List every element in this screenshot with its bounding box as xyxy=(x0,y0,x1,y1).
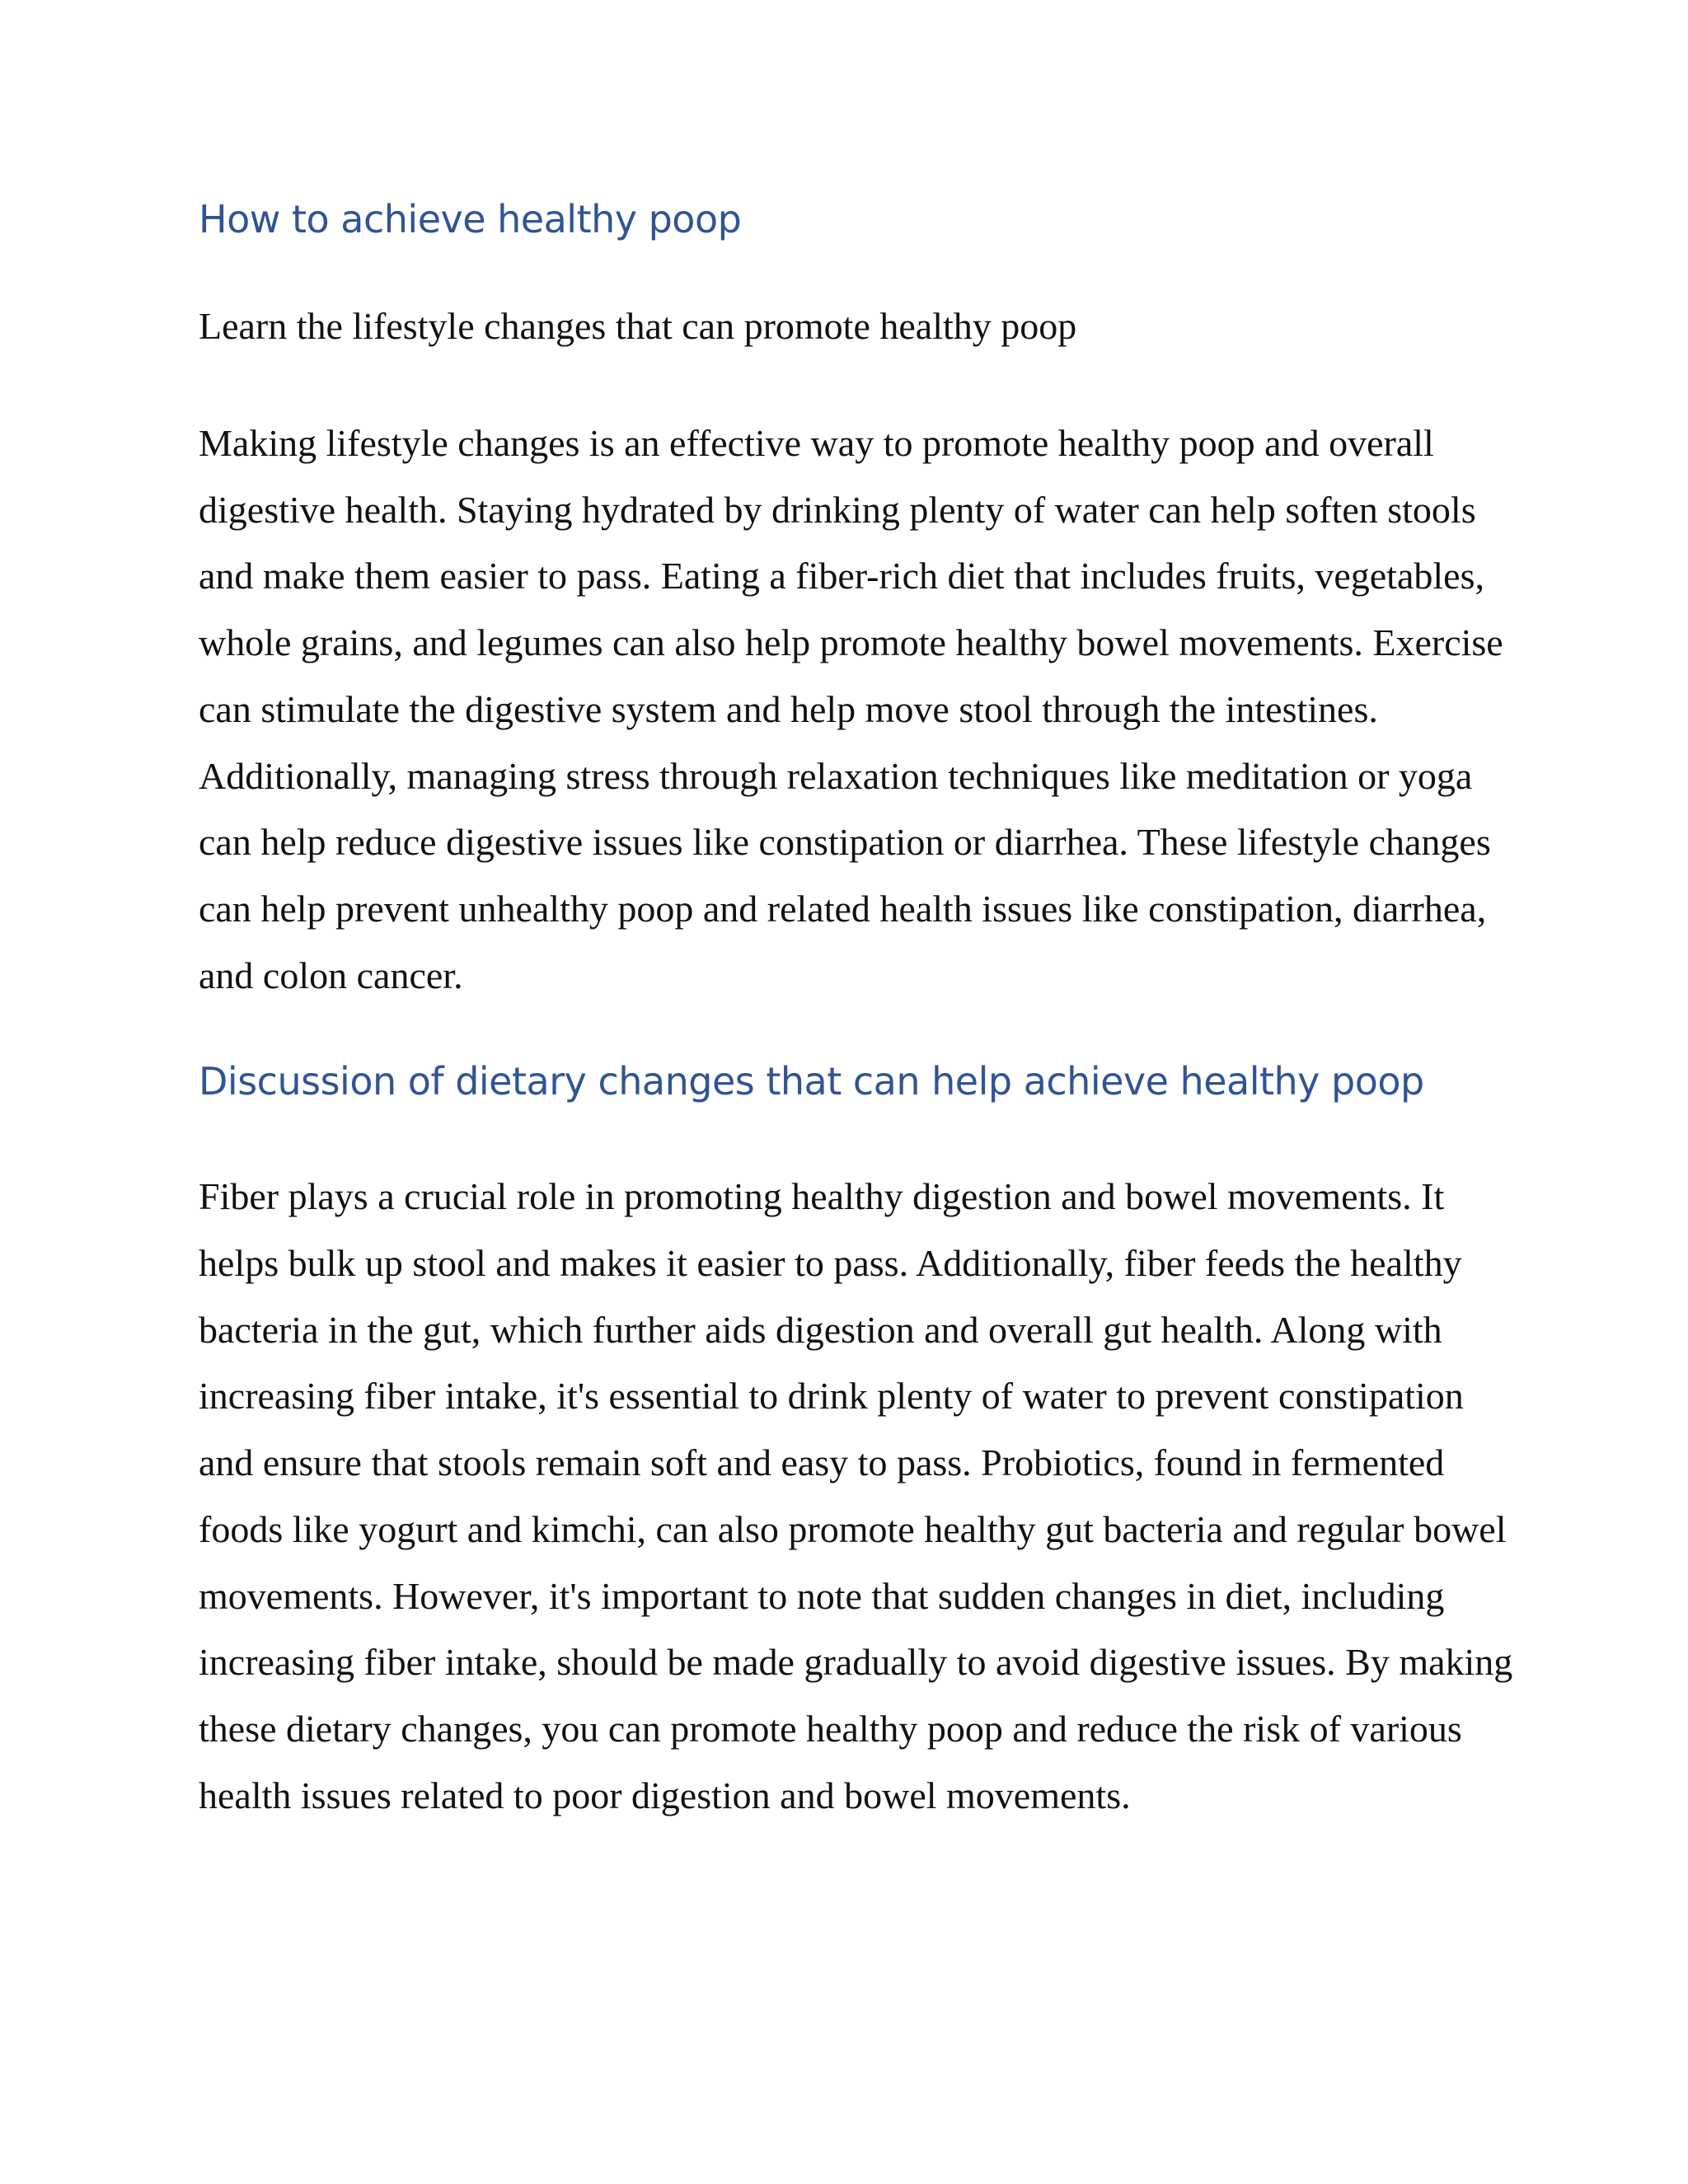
section-heading-healthy-poop: How to achieve healthy poop xyxy=(199,197,742,241)
dietary-paragraph: Fiber plays a crucial role in promoting healthy digestion and bowel movements. It helps bulk up stool and makes it easier to pass. Additionally, fiber feeds the healthy bacteria in the gut, which further aids digestion and overall gut health. Along with increasing fiber intake, it's essential to drink plenty of water to prevent constipation and ensure that stools remain soft and easy to pass. Probiotics, found in fermented foods like yogurt and kimchi, can also promote healthy gut bacteria and regular bowel movements. However, it's important to note that sudden changes in diet, including increasing fiber intake, should be made gradually to avoid digestive issues. By making these dietary changes, you can promote healthy poop and reduce the risk of various health issues related to poor digestion and bowel movements. xyxy=(199,1175,1513,1816)
section-heading-dietary-changes: Discussion of dietary changes that can help achieve healthy poop xyxy=(199,1059,1424,1104)
section-subtitle: Learn the lifestyle changes that can promote healthy poop xyxy=(199,305,1077,347)
lifestyle-paragraph: Making lifestyle changes is an effective way to promote healthy poop and overall digestive health. Staying hydrated by drinking plenty of water can help soften stools and make them easier to pass. Eating a fiber-rich diet that includes fruits, vegetables, whole grains, and legumes can also help promote healthy bowel movements. Exercise can stimulate the digestive system and help move stool through the intestines. Additionally, managing stress through relaxation techniques like meditation or yoga can help reduce digestive issues like constipation or diarrhea. These lifestyle changes can help prevent unhealthy poop and related health issues like constipation, diarrhea, and colon cancer. xyxy=(199,422,1503,996)
document-body xyxy=(199,194,1517,1829)
